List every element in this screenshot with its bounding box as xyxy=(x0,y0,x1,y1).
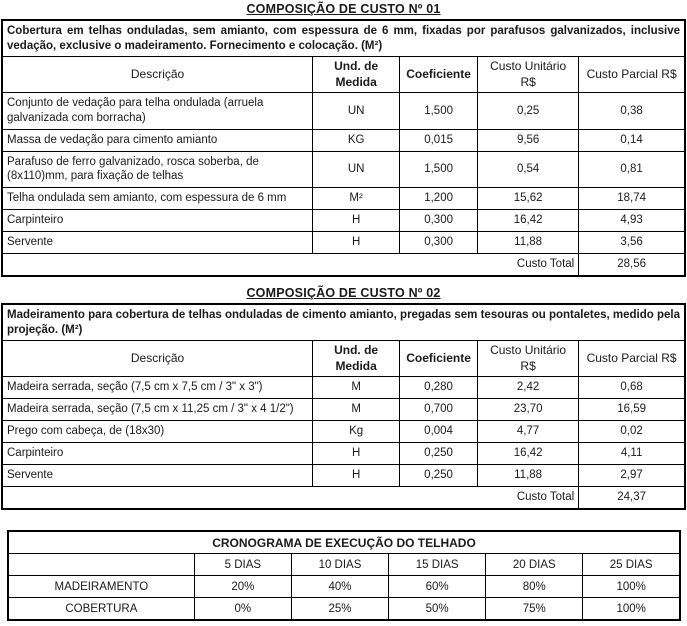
cell-partial-cost: 0,14 xyxy=(579,129,685,151)
schedule-row-madeiramento xyxy=(8,576,680,598)
cell-coefficient: 1,200 xyxy=(400,188,478,210)
schedule-title: CRONOGRAMA DE EXECUÇÃO DO TELHADO xyxy=(8,531,680,554)
cell-unit-cost: 23,70 xyxy=(478,399,579,421)
table-row xyxy=(2,129,685,151)
cost-table-01-title: COMPOSIÇÃO DE CUSTO Nº 01 xyxy=(246,2,441,16)
column-header-row xyxy=(2,341,685,377)
progress-cell: 80% xyxy=(486,576,583,598)
cell-unit: UN xyxy=(313,151,400,187)
cell-unit: UN xyxy=(313,93,400,129)
cell-coefficient: 1,500 xyxy=(400,151,478,187)
col-header-day: 5 DIAS xyxy=(194,554,291,576)
cell-unit-cost: 16,42 xyxy=(478,210,579,232)
cell-partial-cost: 0,81 xyxy=(579,151,685,187)
table-description-row xyxy=(2,304,685,341)
progress-cell: 50% xyxy=(389,598,486,621)
cell-unit-cost: 9,56 xyxy=(478,129,579,151)
column-header-row xyxy=(2,57,685,93)
cost-table-02 xyxy=(1,303,686,510)
table-row xyxy=(2,210,685,232)
cell-partial-cost: 3,56 xyxy=(579,232,685,254)
total-value: 24,37 xyxy=(579,487,685,510)
cell-partial-cost: 4,11 xyxy=(579,443,685,465)
col-header-unit-cost: Custo Unitário R$ xyxy=(478,341,579,377)
col-header-day: 25 DIAS xyxy=(583,554,680,576)
cell-partial-cost: 0,38 xyxy=(579,93,685,129)
col-header-partial-cost: Custo Parcial R$ xyxy=(579,341,685,377)
col-header-coefficient: Coeficiente xyxy=(400,57,478,93)
cell-unit-cost: 0,54 xyxy=(478,151,579,187)
schedule-table xyxy=(7,530,681,621)
progress-cell: 75% xyxy=(486,598,583,621)
cell-coefficient: 0,300 xyxy=(400,232,478,254)
table-row xyxy=(2,93,685,129)
cell-unit-cost: 4,77 xyxy=(478,421,579,443)
table-description: Cobertura em telhas onduladas, sem amianto, com espessura de 6 mm, fixadas por parafusos galvanizados, inclusive vedação, exclusive o madeiramento. Fornecimento e colocação. (M²) xyxy=(2,20,685,57)
cell-unit-cost: 16,42 xyxy=(478,443,579,465)
cell-description: Servente xyxy=(2,465,313,487)
cell-description: Servente xyxy=(2,232,313,254)
cell-coefficient: 0,700 xyxy=(400,399,478,421)
table-description: Madeiramento para cobertura de telhas onduladas de cimento amianto, pregadas sem tesouras ou pontaletes, medido pela projeção. (M²) xyxy=(2,304,685,341)
cell-partial-cost: 4,93 xyxy=(579,210,685,232)
cell-unit: H xyxy=(313,443,400,465)
total-label: Custo Total xyxy=(2,254,579,277)
cell-unit: H xyxy=(313,210,400,232)
table-description-row xyxy=(2,20,685,57)
cell-description: Carpinteiro xyxy=(2,210,313,232)
progress-cell: 0% xyxy=(194,598,291,621)
cell-coefficient: 0,250 xyxy=(400,465,478,487)
cost-table-01 xyxy=(1,19,686,277)
schedule-corner-cell xyxy=(8,554,194,576)
cell-description: Telha ondulada sem amianto, com espessura de 6 mm xyxy=(2,188,313,210)
col-header-partial-cost: Custo Parcial R$ xyxy=(579,57,685,93)
cell-unit-cost: 2,42 xyxy=(478,377,579,399)
total-row xyxy=(2,487,685,510)
table-row xyxy=(2,377,685,399)
cell-description: Carpinteiro xyxy=(2,443,313,465)
cell-description: Prego com cabeça, de (18x30) xyxy=(2,421,313,443)
progress-cell: 25% xyxy=(291,598,388,621)
cell-description: Madeira serrada, seção (7,5 cm x 11,25 cm / 3" x 4 1/2") xyxy=(2,399,313,421)
col-header-description: Descrição xyxy=(2,341,313,377)
cell-description: Conjunto de vedação para telha ondulada (arruela galvanizada com borracha) xyxy=(2,93,313,129)
col-header-unit: Und. de Medida xyxy=(313,341,400,377)
cell-unit-cost: 15,62 xyxy=(478,188,579,210)
col-header-day: 15 DIAS xyxy=(389,554,486,576)
cell-unit-cost: 11,88 xyxy=(478,465,579,487)
progress-cell: 60% xyxy=(389,576,486,598)
schedule-header-row xyxy=(8,554,680,576)
col-header-day: 20 DIAS xyxy=(486,554,583,576)
cell-partial-cost: 18,74 xyxy=(579,188,685,210)
table-row xyxy=(2,151,685,187)
total-value: 28,56 xyxy=(579,254,685,277)
cell-unit: H xyxy=(313,232,400,254)
table-row xyxy=(2,399,685,421)
table-row xyxy=(2,232,685,254)
cell-coefficient: 1,500 xyxy=(400,93,478,129)
cell-unit: H xyxy=(313,465,400,487)
col-header-day: 10 DIAS xyxy=(291,554,388,576)
cell-unit: M xyxy=(313,399,400,421)
table-row xyxy=(2,188,685,210)
table-row xyxy=(2,443,685,465)
cell-partial-cost: 0,68 xyxy=(579,377,685,399)
cell-description: Parafuso de ferro galvanizado, rosca soberba, de (8x110)mm, para fixação de telhas xyxy=(2,151,313,187)
col-header-coefficient: Coeficiente xyxy=(400,341,478,377)
col-header-unit-cost: Custo Unitário R$ xyxy=(478,57,579,93)
col-header-unit: Und. de Medida xyxy=(313,57,400,93)
progress-cell: 100% xyxy=(583,598,680,621)
cell-partial-cost: 0,02 xyxy=(579,421,685,443)
cell-coefficient: 0,250 xyxy=(400,443,478,465)
table-row xyxy=(2,465,685,487)
cell-unit: Kg xyxy=(313,421,400,443)
cell-coefficient: 0,004 xyxy=(400,421,478,443)
total-row xyxy=(2,254,685,277)
cell-description: Massa de vedação para cimento amianto xyxy=(2,129,313,151)
schedule-row-cobertura xyxy=(8,598,680,621)
cell-description: Madeira serrada, seção (7,5 cm x 7,5 cm / 3" x 3") xyxy=(2,377,313,399)
row-label: MADEIRAMENTO xyxy=(8,576,194,598)
cell-coefficient: 0,015 xyxy=(400,129,478,151)
table-row xyxy=(2,421,685,443)
cell-unit-cost: 11,88 xyxy=(478,232,579,254)
col-header-description: Descrição xyxy=(2,57,313,93)
cell-unit: M xyxy=(313,377,400,399)
cost-table-02-title: COMPOSIÇÃO DE CUSTO Nº 02 xyxy=(246,286,441,301)
progress-cell: 20% xyxy=(194,576,291,598)
cell-unit: M² xyxy=(313,188,400,210)
cell-unit: KG xyxy=(313,129,400,151)
cell-partial-cost: 2,97 xyxy=(579,465,685,487)
cell-coefficient: 0,300 xyxy=(400,210,478,232)
progress-cell: 100% xyxy=(583,576,680,598)
progress-cell: 40% xyxy=(291,576,388,598)
schedule-title-row xyxy=(8,531,680,554)
cell-coefficient: 0,280 xyxy=(400,377,478,399)
cell-unit-cost: 0,25 xyxy=(478,93,579,129)
cell-partial-cost: 16,59 xyxy=(579,399,685,421)
row-label: COBERTURA xyxy=(8,598,194,621)
total-label: Custo Total xyxy=(2,487,579,510)
